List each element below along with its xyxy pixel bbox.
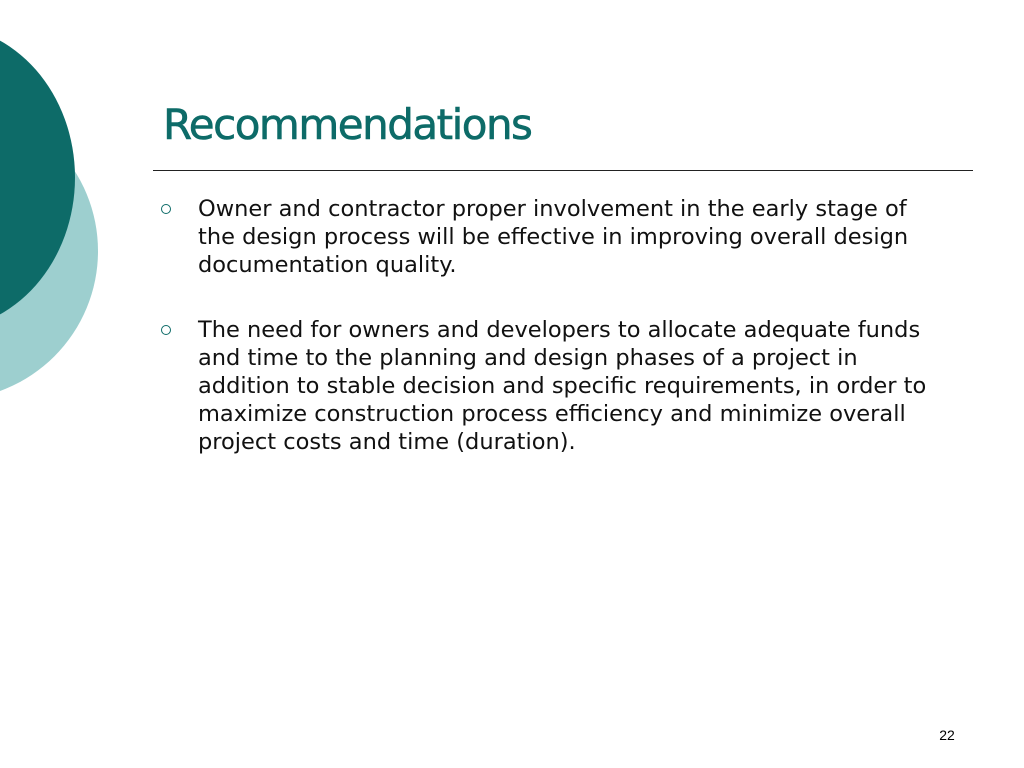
bullet-text: The need for owners and developers to allocate adequate funds and time to the planning and design phases of a project in addition to stable decision and specific requirements, in order to maximize construction process efficiency and minimize overall project costs and time (duration).	[198, 317, 927, 455]
bullet-list	[158, 195, 948, 493]
bullet-text: Owner and contractor proper involvement in the early stage of the design process will be effective in improving overall design documentation quality.	[198, 196, 909, 278]
hollow-circle-bullet-icon	[161, 204, 171, 214]
bullet-item	[158, 195, 948, 279]
title-divider	[153, 170, 973, 171]
bullet-item	[158, 316, 948, 456]
slide-title: Recommendations	[163, 100, 532, 149]
hollow-circle-bullet-icon	[161, 325, 171, 335]
page-number: 22	[939, 727, 955, 743]
